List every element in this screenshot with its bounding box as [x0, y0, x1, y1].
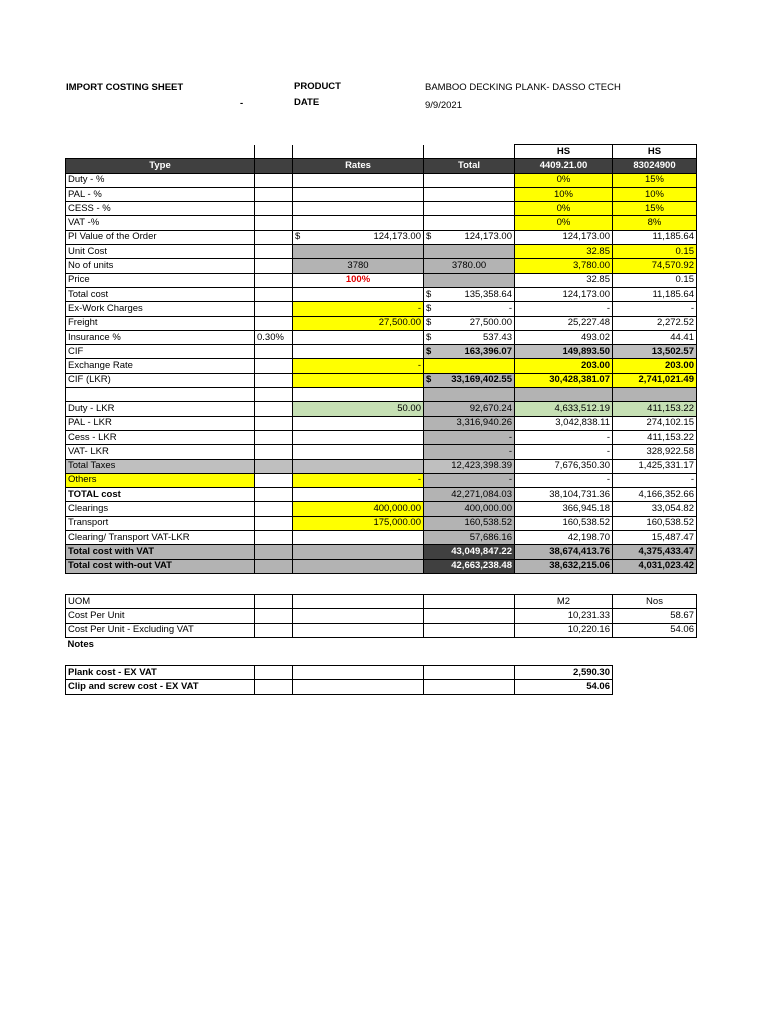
hs-code-2: 83024900: [613, 159, 697, 173]
table-row: [66, 388, 697, 402]
table-row: Others - - - -: [66, 473, 697, 487]
table-row: Total cost $ 135,358.64 124,173.00 11,185.64: [66, 287, 697, 301]
hs-row: [66, 145, 697, 159]
table-row: Price 100% 32.85 0.15: [66, 273, 697, 287]
hs-label-2: HS: [613, 145, 697, 159]
table-row: Clip and screw cost - EX VAT 54.06: [66, 680, 613, 694]
date-label: DATE: [294, 97, 320, 108]
table-row: PAL - LKR 3,316,940.26 3,042,838.11 274,102.15: [66, 416, 697, 430]
col-total: Total: [424, 159, 515, 173]
header-row: [66, 159, 697, 173]
table-row: VAT- LKR - - 328,922.58: [66, 445, 697, 459]
table-row: PI Value of the Order $ 124,173.00 $ 124,173.00 124,173.00 11,185.64: [66, 230, 697, 244]
table-row: Cess - LKR - - 411,153.22: [66, 430, 697, 444]
table-row: PAL - % 10% 10%: [66, 187, 697, 201]
table-row: Clearings 400,000.00 400,000.00 366,945.18 33,054.82: [66, 502, 697, 516]
date-value: 9/9/2021: [425, 100, 462, 111]
table-row: Unit Cost 32.85 0.15: [66, 245, 697, 259]
table-row: Ex-Work Charges - $ - - -: [66, 302, 697, 316]
table-row: CESS - % 0% 15%: [66, 202, 697, 216]
table-row: Freight 27,500.00 $ 27,500.00 25,227.48 2,272.52: [66, 316, 697, 330]
table-row: Transport 175,000.00 160,538.52 160,538.52 160,538.52: [66, 516, 697, 530]
table-row: Exchange Rate - 203.00 203.00: [66, 359, 697, 373]
costing-table: [65, 144, 697, 574]
table-row: VAT -% 0% 8%: [66, 216, 697, 230]
table-row: Insurance % 0.30% $ 537.43 493.02 44.41: [66, 330, 697, 344]
unit-cost-table: [65, 594, 697, 651]
table-row: Total cost with-out VAT 42,663,238.48 38,632,215.06 4,031,023.42: [66, 559, 697, 573]
table-row: Plank cost - EX VAT 2,590.30: [66, 666, 613, 680]
table-row: Cost Per Unit - Excluding VAT 10,220.16 54.06: [66, 623, 697, 637]
table-row: No of units 3780 3780.00 3,780.00 74,570.92: [66, 259, 697, 273]
sheet-title: IMPORT COSTING SHEET: [66, 82, 184, 93]
header-dash: -: [240, 98, 244, 109]
notes-row: [66, 637, 697, 651]
notes-label: Notes: [66, 637, 255, 651]
table-row: Cost Per Unit 10,231.33 58.67: [66, 609, 697, 623]
final-cost-table: [65, 665, 613, 695]
table-row: Total Taxes 12,423,398.39 7,676,350.30 1,425,331.17: [66, 459, 697, 473]
table-row: Duty - % 0% 15%: [66, 173, 697, 187]
col-type: Type: [66, 159, 255, 173]
product-value: BAMBOO DECKING PLANK- DASSO CTECH: [425, 82, 621, 93]
hs-label-1: HS: [515, 145, 613, 159]
table-row: Total cost with VAT 43,049,847.22 38,674,413.76 4,375,433.47: [66, 545, 697, 559]
table-row: Clearing/ Transport VAT-LKR 57,686.16 42,198.70 15,487.47: [66, 531, 697, 545]
table-row: CIF $ 163,396.07 149,893.50 13,502.57: [66, 345, 697, 359]
table-row: TOTAL cost 42,271,084.03 38,104,731.36 4,166,352.66: [66, 488, 697, 502]
table-row: UOM M2 Nos: [66, 595, 697, 609]
product-label: PRODUCT: [294, 81, 341, 92]
table-row: CIF (LKR) $ 33,169,402.55 30,428,381.07 2,741,021.49: [66, 373, 697, 387]
hs-code-1: 4409.21.00: [515, 159, 613, 173]
table-row: Duty - LKR 50.00 92,670.24 4,633,512.19 411,153.22: [66, 402, 697, 416]
col-rates: Rates: [293, 159, 424, 173]
